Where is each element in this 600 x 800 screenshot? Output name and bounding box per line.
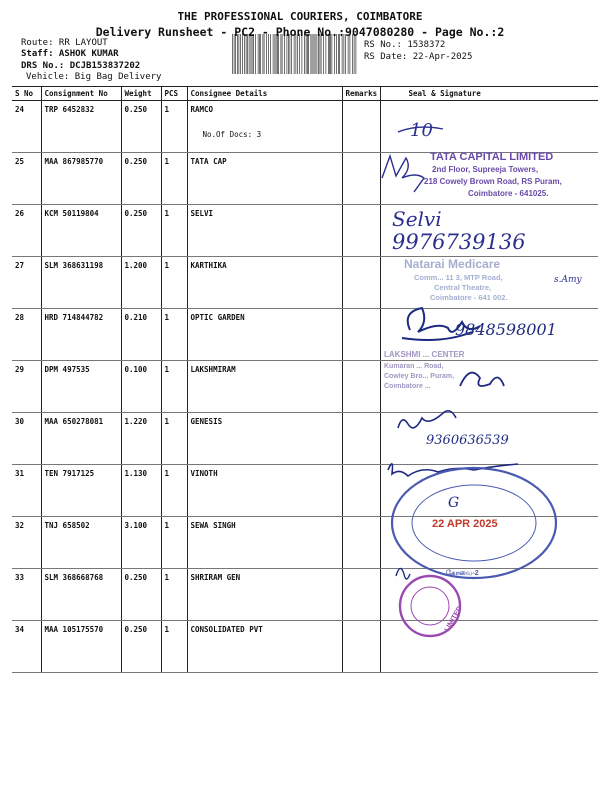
barcode-bar xyxy=(270,34,271,74)
seal-cell xyxy=(380,621,598,673)
sno-cell: 32 xyxy=(12,517,41,569)
barcode-bar xyxy=(332,34,333,74)
col-remarks: Remarks xyxy=(342,87,380,101)
svg-text:TATA CAPITAL LIMITED: TATA CAPITAL LIMITED xyxy=(430,151,554,163)
consignee-cell xyxy=(187,517,342,569)
seal-cell xyxy=(380,517,598,569)
barcode-bar xyxy=(345,34,346,74)
remarks-cell xyxy=(342,621,380,673)
col-weight: Weight xyxy=(121,87,161,101)
barcode xyxy=(232,34,358,74)
consignee-name: TATA CAP xyxy=(190,157,227,166)
pcs-cell: 1 xyxy=(161,101,187,153)
pcs-cell: 1 xyxy=(161,569,187,621)
signature-karthika: s.Amy xyxy=(554,275,582,285)
barcode-bar xyxy=(281,34,282,74)
sno-cell: 25 xyxy=(12,153,41,205)
runsheet-table xyxy=(12,86,598,673)
pcs-cell: 1 xyxy=(161,413,187,465)
weight-cell: 0.250 xyxy=(121,205,161,257)
consignment-cell: MAA 105175570 xyxy=(41,621,121,673)
drs-number: DRS No.: DCJB153837202 xyxy=(21,61,141,71)
svg-text:Selvi: Selvi xyxy=(392,207,442,231)
barcode-bar xyxy=(259,34,260,74)
barcode-bar xyxy=(284,34,285,74)
barcode-bar xyxy=(240,34,241,74)
consignment-cell: DPM 497535 xyxy=(41,361,121,413)
consignment-cell: TNJ 658502 xyxy=(41,517,121,569)
consignee-cell xyxy=(187,621,342,673)
barcode-bar xyxy=(242,34,243,74)
remarks-cell xyxy=(342,205,380,257)
consignee-cell xyxy=(187,153,342,205)
barcode-bar xyxy=(273,34,274,74)
runsheet-subtitle: Delivery Runsheet - PC2 - Phone No.:9047080280 - Page No.:2 xyxy=(95,25,505,39)
svg-text:Coimbatore - 641025.: Coimbatore - 641025. xyxy=(468,189,549,198)
table-row xyxy=(12,413,598,465)
remarks-cell xyxy=(342,153,380,205)
barcode-bar xyxy=(263,34,264,74)
seal-cell xyxy=(380,309,598,361)
table-row xyxy=(12,621,598,673)
barcode-bar xyxy=(304,34,305,74)
consignee-cell xyxy=(187,101,342,153)
barcode-bar xyxy=(328,34,329,74)
barcode-bar xyxy=(277,34,278,74)
barcode-bar xyxy=(235,34,236,74)
pcs-cell: 1 xyxy=(161,361,187,413)
svg-text:LIMITED: LIMITED xyxy=(443,605,464,633)
pcs-cell: 1 xyxy=(161,153,187,205)
barcode-bar xyxy=(251,34,252,74)
consignment-cell: SLM 368631198 xyxy=(41,257,121,309)
consignment-cell: TEN 7917125 xyxy=(41,465,121,517)
sno-cell: 24 xyxy=(12,101,41,153)
pcs-cell: 1 xyxy=(161,309,187,361)
svg-text:G: G xyxy=(448,495,460,511)
barcode-bar xyxy=(338,34,339,74)
sno-cell: 34 xyxy=(12,621,41,673)
pcs-cell: 1 xyxy=(161,465,187,517)
seal-cell xyxy=(380,101,598,153)
sno-cell: 33 xyxy=(12,569,41,621)
route-label: Route: RR LAYOUT xyxy=(21,38,108,48)
remarks-cell xyxy=(342,465,380,517)
consignee-cell xyxy=(187,205,342,257)
barcode-bar xyxy=(247,34,248,74)
barcode-bar xyxy=(350,34,351,74)
consignee-name: SHRIRAM GEN xyxy=(190,573,241,582)
barcode-bar xyxy=(302,34,303,74)
consignee-name: KARTHIKA xyxy=(190,261,227,270)
consignment-cell: KCM 50119804 xyxy=(41,205,121,257)
barcode-bar xyxy=(266,34,267,74)
weight-cell: 0.250 xyxy=(121,153,161,205)
seal-cell xyxy=(380,361,598,413)
svg-text:2nd Floor, Supreeja Towers,: 2nd Floor, Supreeja Towers, xyxy=(432,165,539,174)
barcode-bar xyxy=(314,34,315,74)
sno-cell: 29 xyxy=(12,361,41,413)
company-title: THE PROFESSIONAL COURIERS, COIMBATORE xyxy=(177,10,423,23)
barcode-bar xyxy=(306,34,307,74)
table-row xyxy=(12,309,598,361)
staff-label: Staff: ASHOK KUMAR xyxy=(21,49,119,59)
barcode-bar xyxy=(276,34,277,74)
barcode-bar xyxy=(264,34,265,74)
consignee-name: RAMCO xyxy=(190,105,214,114)
pcs-cell: 1 xyxy=(161,621,187,673)
barcode-bar xyxy=(308,34,309,74)
table-row xyxy=(12,361,598,413)
weight-cell: 3.100 xyxy=(121,517,161,569)
svg-text:10: 10 xyxy=(410,120,433,141)
seal-cell xyxy=(380,257,598,309)
seal-cell xyxy=(380,205,598,257)
svg-text:Coimbatore ...: Coimbatore ... xyxy=(384,383,431,390)
col-seal-signature: Seal & Signature xyxy=(380,87,598,101)
barcode-bar xyxy=(234,34,235,74)
consignee-cell xyxy=(187,465,342,517)
barcode-bar xyxy=(244,34,245,74)
barcode-bar xyxy=(275,34,276,74)
barcode-bar xyxy=(249,34,250,74)
pcs-cell: 1 xyxy=(161,205,187,257)
weight-cell: 0.250 xyxy=(121,569,161,621)
consignee-cell xyxy=(187,569,342,621)
sno-cell: 26 xyxy=(12,205,41,257)
weight-cell: 1.130 xyxy=(121,465,161,517)
barcode-bar xyxy=(326,34,327,74)
table-row xyxy=(12,257,598,309)
svg-text:Central Theatre,: Central Theatre, xyxy=(434,283,492,292)
consignment-cell: HRD 714844782 xyxy=(41,309,121,361)
barcode-bar xyxy=(237,34,238,74)
barcode-bar xyxy=(312,34,313,74)
consignment-cell: TRP 6452832 xyxy=(41,101,121,153)
consignee-name: VINOTH xyxy=(190,469,218,478)
weight-cell: 0.210 xyxy=(121,309,161,361)
barcode-bar xyxy=(354,34,355,74)
col-consignee: Consignee Details xyxy=(187,87,342,101)
remarks-cell xyxy=(342,309,380,361)
seal-cell xyxy=(380,413,598,465)
barcode-bar xyxy=(258,34,259,74)
table-row xyxy=(12,465,598,517)
barcode-bar xyxy=(329,34,330,74)
seal-cell xyxy=(380,569,598,621)
barcode-bar xyxy=(294,34,295,74)
consignee-name: SEWA SINGH xyxy=(190,521,236,530)
barcode-bar xyxy=(318,34,319,74)
svg-text:9848598001: 9848598001 xyxy=(455,320,557,339)
barcode-bar xyxy=(290,34,291,74)
svg-text:218 Cowely Brown Road, RS Pura: 218 Cowely Brown Road, RS Puram, xyxy=(424,177,562,186)
barcode-bar xyxy=(297,34,298,74)
consignee-name: OPTIC GARDEN xyxy=(190,313,245,322)
barcode-bar xyxy=(282,34,283,74)
barcode-bar xyxy=(239,34,240,74)
col-pcs: PCS xyxy=(161,87,187,101)
table-header-row xyxy=(12,87,598,101)
svg-text:கோவை-2: கோவை-2 xyxy=(446,570,479,577)
consignee-name: CONSOLIDATED PVT xyxy=(190,625,263,634)
barcode-bar xyxy=(246,34,247,74)
barcode-bar xyxy=(352,34,353,74)
barcode-bar xyxy=(232,34,233,74)
barcode-bar xyxy=(317,34,318,74)
barcode-bar xyxy=(288,34,289,74)
consignee-cell xyxy=(187,309,342,361)
barcode-bar xyxy=(299,34,300,74)
sno-cell: 30 xyxy=(12,413,41,465)
consignee-cell xyxy=(187,257,342,309)
table-row xyxy=(12,569,598,621)
barcode-bar xyxy=(320,34,321,74)
pcs-cell: 1 xyxy=(161,517,187,569)
svg-text:Coimbatore - 641 002.: Coimbatore - 641 002. xyxy=(430,293,508,302)
consignee-cell xyxy=(187,413,342,465)
col-consignment: Consignment No xyxy=(41,87,121,101)
barcode-bar xyxy=(268,34,269,74)
remarks-cell xyxy=(342,413,380,465)
barcode-bar xyxy=(330,34,331,74)
barcode-bar xyxy=(296,34,297,74)
barcode-bar xyxy=(321,34,322,74)
weight-cell: 0.100 xyxy=(121,361,161,413)
svg-text:Cowley Bro... Puram,: Cowley Bro... Puram, xyxy=(384,373,455,380)
barcode-bar xyxy=(356,34,357,74)
barcode-bar xyxy=(291,34,292,74)
weight-cell: 1.200 xyxy=(121,257,161,309)
barcode-bar xyxy=(287,34,288,74)
svg-text:Kumaran ... Road,: Kumaran ... Road, xyxy=(384,363,444,370)
barcode-bar xyxy=(315,34,316,74)
barcode-bar xyxy=(342,34,343,74)
barcode-bar xyxy=(278,34,279,74)
barcode-bar xyxy=(253,34,254,74)
barcode-bar xyxy=(260,34,261,74)
consignee-name: SELVI xyxy=(190,209,214,218)
rs-number: RS No.: 1538372 xyxy=(364,40,446,50)
svg-text:LAKSHMI ... CENTER: LAKSHMI ... CENTER xyxy=(384,350,465,359)
barcode-bar xyxy=(311,34,312,74)
barcode-bar xyxy=(323,34,324,74)
table-row xyxy=(12,205,598,257)
consignee-name: GENESIS xyxy=(190,417,223,426)
col-sno: S No xyxy=(12,87,41,101)
table-row xyxy=(12,153,598,205)
docs-note: No.Of Docs: 3 xyxy=(202,130,262,139)
barcode-bar xyxy=(252,34,253,74)
svg-text:9976739136: 9976739136 xyxy=(392,230,526,254)
barcode-bar xyxy=(255,34,256,74)
sno-cell: 31 xyxy=(12,465,41,517)
weight-cell: 0.250 xyxy=(121,621,161,673)
weight-cell: 1.220 xyxy=(121,413,161,465)
barcode-bar xyxy=(336,34,337,74)
remarks-cell xyxy=(342,101,380,153)
table-row xyxy=(12,101,598,153)
weight-cell: 0.250 xyxy=(121,101,161,153)
remarks-cell xyxy=(342,569,380,621)
sno-cell: 28 xyxy=(12,309,41,361)
rs-date: RS Date: 22-Apr-2025 xyxy=(364,52,473,62)
consignee-cell xyxy=(187,361,342,413)
remarks-cell xyxy=(342,257,380,309)
svg-text:Comm... 11 3, MTP Road,: Comm... 11 3, MTP Road, xyxy=(414,273,503,282)
barcode-bar xyxy=(344,34,345,74)
remarks-cell xyxy=(342,361,380,413)
consignment-cell: SLM 368668768 xyxy=(41,569,121,621)
remarks-cell xyxy=(342,517,380,569)
consignee-name: LAKSHMIRAM xyxy=(190,365,236,374)
table-row xyxy=(12,517,598,569)
consignment-cell: MAA 867985770 xyxy=(41,153,121,205)
svg-text:22 APR 2025: 22 APR 2025 xyxy=(432,518,498,530)
barcode-bar xyxy=(348,34,349,74)
svg-text:Natarai Medicare: Natarai Medicare xyxy=(404,257,501,271)
barcode-bar xyxy=(307,34,308,74)
consignment-cell: MAA 650278081 xyxy=(41,413,121,465)
svg-text:9360636539: 9360636539 xyxy=(426,433,509,448)
seal-cell xyxy=(380,465,598,517)
sno-cell: 27 xyxy=(12,257,41,309)
seal-cell xyxy=(380,153,598,205)
barcode-bar xyxy=(334,34,335,74)
vehicle-label: Vehicle: Big Bag Delivery xyxy=(26,72,162,82)
pcs-cell: 1 xyxy=(161,257,187,309)
barcode-bar xyxy=(339,34,340,74)
